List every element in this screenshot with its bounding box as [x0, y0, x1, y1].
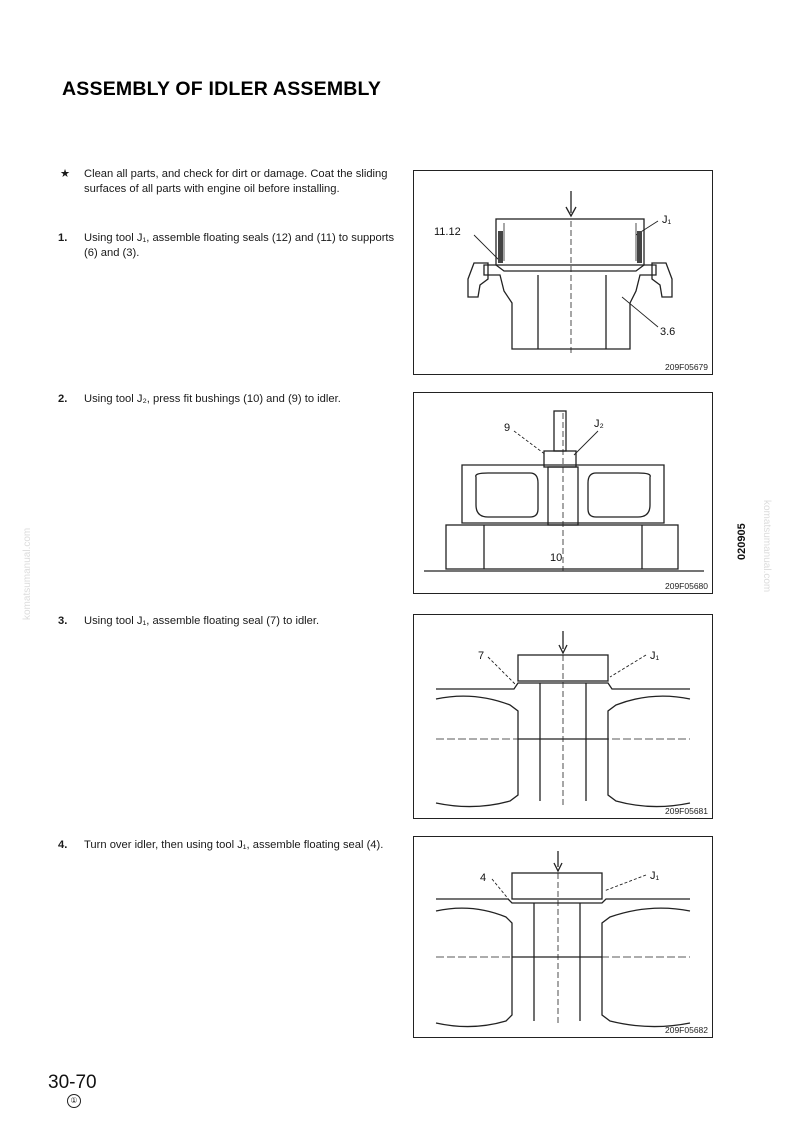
revision-mark: ① — [67, 1094, 81, 1108]
figure-code: 209F05681 — [664, 806, 708, 816]
figure-press-fit-bushings — [413, 392, 713, 594]
step-4 — [58, 838, 398, 853]
figure-label: J₂ — [594, 418, 604, 430]
bushing-diagram — [414, 393, 712, 593]
step-number: 3. — [58, 615, 68, 627]
side-code: 020905 — [736, 523, 748, 560]
step-text: Using tool J₁, assemble floating seal (7) to idler. — [84, 615, 320, 627]
figure-code: 209F05682 — [664, 1025, 708, 1035]
figure-label: 11.12 — [434, 226, 461, 238]
figure-seal-7 — [413, 614, 713, 819]
note-text: Clean all parts, and check for dirt or damage. Coat the sliding surfaces of all parts with engine oil before installing. — [84, 168, 388, 195]
step-text: Using tool J₁, assemble floating seals (12) and (11) to supports (6) and (3). — [84, 232, 395, 259]
figure-label: J₁ — [650, 870, 660, 882]
figure-code: 209F05680 — [664, 581, 708, 591]
page-number: 30-70 — [48, 1072, 97, 1093]
step-3 — [58, 614, 398, 629]
step-1 — [58, 231, 398, 261]
step-number: 2. — [58, 393, 68, 405]
step-text: Turn over idler, then using tool J₁, assemble floating seal (4). — [84, 839, 384, 851]
figure-floating-seal-supports — [413, 170, 713, 375]
figure-label: 10 — [550, 552, 563, 564]
seal-7-diagram — [414, 615, 712, 818]
watermark-left: komatsumanual.com — [22, 527, 33, 620]
step-number: 4. — [58, 839, 68, 851]
figure-label: J₁ — [662, 214, 672, 226]
note-marker: ★ — [60, 168, 71, 180]
seal-4-diagram — [414, 837, 712, 1037]
watermark-right: komatsumanual.com — [761, 500, 772, 593]
step-number: 1. — [58, 232, 68, 244]
figure-label: 3.6 — [660, 326, 676, 338]
page-title: ASSEMBLY OF IDLER ASSEMBLY — [62, 78, 382, 100]
figure-seal-4 — [413, 836, 713, 1038]
figure-label: J₁ — [650, 650, 660, 662]
step-text: Using tool J₂, press fit bushings (10) and (9) to idler. — [84, 393, 341, 405]
figure-label: 7 — [478, 650, 485, 662]
seal-support-diagram — [414, 171, 712, 374]
figure-label: 9 — [504, 422, 511, 434]
note — [58, 167, 398, 197]
figure-label: 4 — [480, 872, 487, 884]
step-2 — [58, 392, 398, 407]
figure-code: 209F05679 — [664, 362, 708, 372]
